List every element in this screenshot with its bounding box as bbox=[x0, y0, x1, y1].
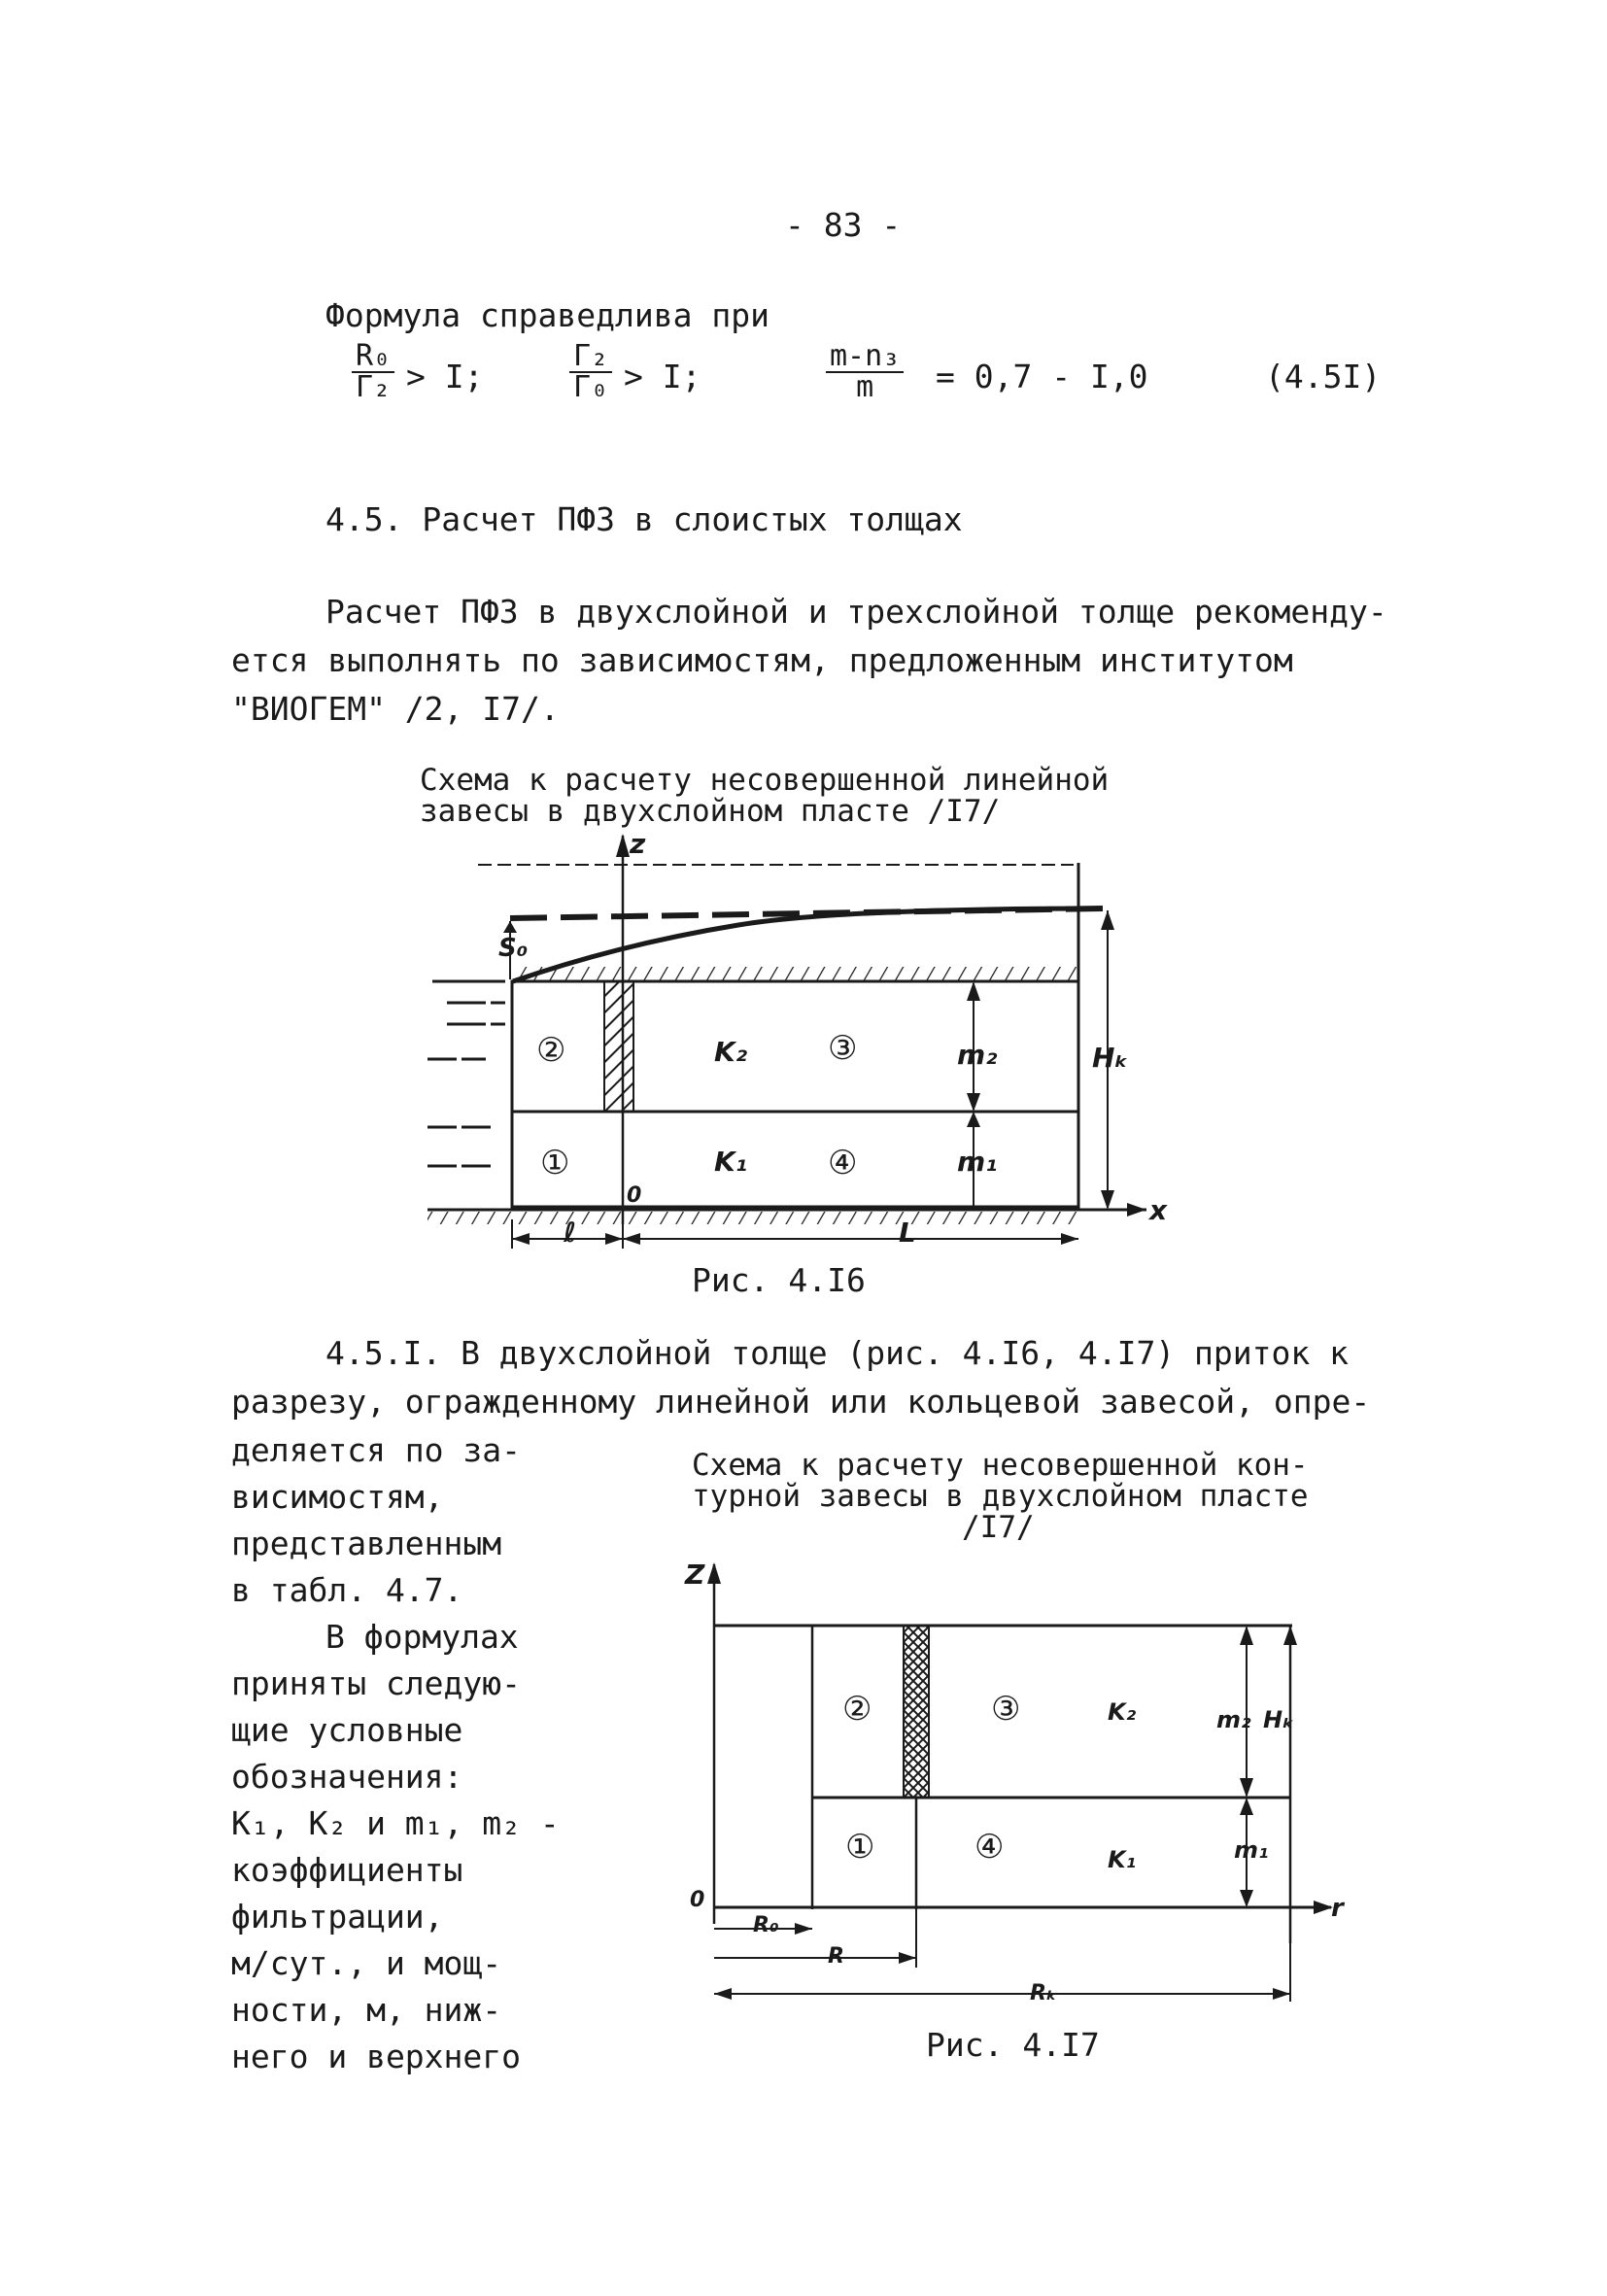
left-column-line: м/сут., и мощ- bbox=[231, 1944, 502, 1982]
curtain-wall bbox=[904, 1626, 929, 1798]
k2-label: K₂ bbox=[714, 1036, 747, 1068]
left-column-line: представленным bbox=[231, 1525, 502, 1562]
subsection-line: 4.5.I. В двухслойной толще (рис. 4.I6, 4.I7) приток к bbox=[325, 1334, 1349, 1372]
condition-2-relation: > I; bbox=[624, 358, 701, 395]
left-column-line: ности, м, ниж- bbox=[231, 1991, 502, 2029]
l-small-label: ℓ bbox=[564, 1217, 577, 1249]
l-big-label: L bbox=[899, 1217, 916, 1249]
zone-1-label: ① bbox=[540, 1144, 570, 1182]
subsection-line: разрезу, огражденному линейной или кольцевой завесой, опре- bbox=[231, 1383, 1371, 1421]
section-paragraph-line: ется выполнять по зависимостям, предложенным институтом bbox=[231, 641, 1293, 679]
rk-label: Rₖ bbox=[1030, 1981, 1057, 2005]
zone-3-label: ③ bbox=[991, 1690, 1021, 1729]
m1-label: m₁ bbox=[957, 1146, 998, 1178]
k2-label: K₂ bbox=[1108, 1698, 1137, 1726]
left-column-line: фильтрации, bbox=[231, 1898, 444, 1936]
figure-16-diagram bbox=[408, 826, 1185, 1273]
figure-16-caption: Рис. 4.I6 bbox=[692, 1261, 866, 1299]
figure-17-title: Схема к расчету несовершенной кон- bbox=[692, 1448, 1309, 1483]
figure-16-title: Схема к расчету несовершенной линейной bbox=[420, 763, 1110, 798]
hk-label: Hₖ bbox=[1263, 1706, 1294, 1733]
zone-4-label: ④ bbox=[974, 1828, 1005, 1867]
curtain-wall bbox=[604, 981, 633, 1112]
left-column-line: В формулах bbox=[325, 1618, 519, 1656]
section-paragraph-line: "ВИОГЕМ" /2, I7/. bbox=[231, 690, 560, 728]
origin-label: 0 bbox=[627, 1183, 642, 1208]
fraction-m-n3-over-m: $\frac{\text{m-n₃}}{m}$ bbox=[826, 342, 904, 402]
left-column-line: коэффициенты bbox=[231, 1851, 463, 1889]
k1-label: K₁ bbox=[714, 1146, 747, 1178]
figure-17-title: /I7/ bbox=[962, 1510, 1035, 1545]
figure-17-caption: Рис. 4.I7 bbox=[926, 2026, 1100, 2064]
fraction-gamma2-gamma0: $\frac{\text{Γ₂}}{\text{Γ₀}}$ bbox=[569, 342, 612, 402]
left-column-line: щие условные bbox=[231, 1711, 463, 1749]
z-axis-label: z bbox=[630, 828, 646, 860]
fraction-r0-gamma2: $\frac{\text{R₀}}{\text{Γ₂}}$ bbox=[352, 342, 394, 402]
figure-17-diagram bbox=[680, 1545, 1344, 2021]
z-axis-label: Z bbox=[685, 1559, 705, 1591]
formula-number: (4.5I) bbox=[1265, 358, 1382, 395]
zone-2-label: ② bbox=[536, 1031, 566, 1070]
water-dashes bbox=[427, 981, 505, 1166]
left-column-line: приняты следую- bbox=[231, 1664, 522, 1702]
left-column-line: обозначения: bbox=[231, 1758, 463, 1796]
s0-label: S₀ bbox=[498, 934, 529, 963]
left-column-line: висимостям, bbox=[231, 1478, 444, 1516]
m1-label: m₁ bbox=[1234, 1836, 1269, 1864]
zone-2-label: ② bbox=[842, 1690, 872, 1729]
page-number: - 83 - bbox=[785, 206, 902, 244]
k1-label: K₁ bbox=[1108, 1846, 1137, 1873]
left-column-line: в табл. 4.7. bbox=[231, 1571, 463, 1609]
condition-3-relation: = 0,7 - I,0 bbox=[936, 358, 1148, 395]
figure-16-title: завесы в двухслойном пласте /I7/ bbox=[420, 794, 1001, 829]
left-column-line: деляется по за- bbox=[231, 1431, 522, 1469]
m2-label: m₂ bbox=[1216, 1706, 1251, 1733]
r-label: R bbox=[828, 1944, 844, 1969]
m2-label: m₂ bbox=[957, 1039, 998, 1071]
origin-label: 0 bbox=[690, 1888, 705, 1912]
left-column-line: него и верхнего bbox=[231, 2038, 522, 2075]
left-column-line: K₁, K₂ и m₁, m₂ - bbox=[231, 1804, 560, 1842]
figure-17-title: турной завесы в двухслойном пласте bbox=[692, 1479, 1309, 1514]
zone-1-label: ① bbox=[845, 1828, 875, 1867]
ground-hatch bbox=[427, 1212, 1080, 1224]
section-paragraph-line: Расчет ПФЗ в двухслойной и трехслойной толще рекоменду- bbox=[325, 593, 1387, 631]
section-heading: 4.5. Расчет ПФЗ в слоистых толщах bbox=[325, 500, 963, 538]
r0-label: R₀ bbox=[753, 1913, 779, 1937]
x-axis-label: x bbox=[1149, 1194, 1168, 1226]
zone-4-label: ④ bbox=[828, 1144, 858, 1182]
hk-label: Hₖ bbox=[1092, 1042, 1129, 1074]
r-axis-label: r bbox=[1331, 1894, 1344, 1923]
formula-intro: Формула справедлива при bbox=[325, 296, 769, 334]
zone-3-label: ③ bbox=[828, 1029, 858, 1068]
condition-1-relation: > I; bbox=[406, 358, 484, 395]
